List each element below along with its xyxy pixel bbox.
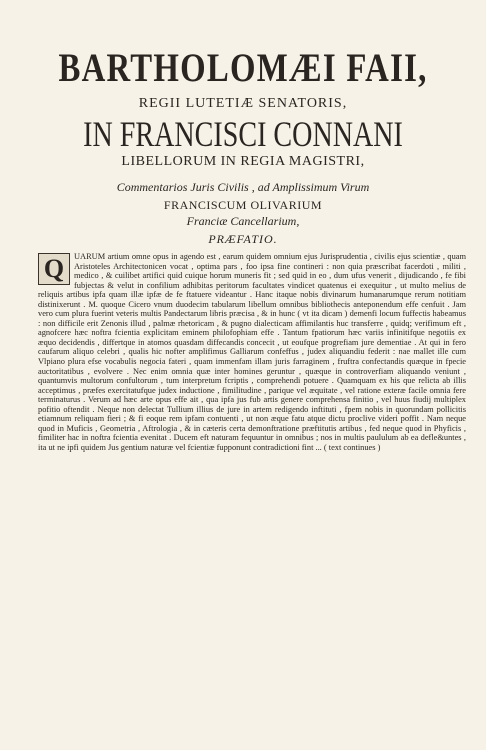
preface-text: UARUM artium omne opus in agendo est , earum quidem omnium ejus Jurisprudentia , civilis ejus scientiæ , quam Aristoteles Architectonicen vocat , optima pars , foo ipsa fine contineri : non quia præscribat facerdoti , militi , medico , & cuilibet artifici quid cuique horum muneris fit ; sed quid in eo , dum ufus venerit , dijudicando , fe fibi fubjectas & velut in confilium adhibitas peritorum facultates vindicet quatenus ei exequitur , ut multo melius de reliquis artibus ipfa quam illæ ipfæ de fe ftatuere videantur . Hanc itaque nobis divinarum humanarumque rerum notitiam distinixerunt . M. quoque Cicero vnum duodecim tabularum libellum omnibus bibliothecis anteponendum effe cenfuit . Jam vero cum plura fuerint veteris multis Pandectarum libris præcisa , & in hunc ( vt ita dicam ) demenfi locum fuffectis habeamus : non difficile erit Zenonis illud , palmæ rhetoricam , & pugno dialecticam affimilantis huc transferre , quidq; verifimum eft , agnofcere hæc noftra fcientia explicitam eminem philofophiam effe . Tantum fpatiorum hæc variis infinitifque negotiis ex æquo decidendis , differtque in atomos quasdam diffecandis concecit , ut eoufque progrefiam jure dementiae . At qui in fero caufarum aliquo celebri , qualis hic nofter amplifimus Galliarum confeffus , judex aliquandiu federit : nae mallet ille cum Vlpiano plura efse vocabulis negocia fateri , quam immenfam illam juris farraginem , fruftra confectandis quæque in fpecie auctoritatibus , evolvere . Nec enim omnia quæ inter homines geruntur , quæque in controverfiam aliquando veniunt , quantumvis multorum confultorum , tum interpretum fcriptis , comprehendi potuere . Quamquam ex his que relicta ab illis acceptimus , præfes exercitatufque judex inductione , fimilitudine , parique vel æquitate , vel ratione exteræ facile omnia fere terminaturus . Verum ad hæc arte opus effe ait , qua ipfa jus fub artis genere comprehensa finitio , vel huus fiudij multiplex pofitio oftendit . Neque non delectat Tullium illius de jure in artem redigendo inftituti , fpem nobis in quorundam pollicitis etiamnum reliquam fieri ; & fi eoque rem ipfam contuenti , ut non æque fatu atque dictu proclive videri poffit . Nam neque quod in Muficis , Geometria , Aftrologia , & in cæteris certa demonftratione præftitutis artibus , fed neque quod in Phyficis , fimiliter hac in noftra fcientia evenitat . Ducem eft naturam fequuntur in omnibus ; nos in multis paululum ab ea defle&untes , ita ut ne ipfi quidem Jus gentium naturæ vel fcientiæ fupponunt contradictioni fint ... ( text continues ) [38, 252, 466, 452]
author-heading: BARTHOLOMÆI FAII, [58, 45, 428, 90]
dedicatee-name: FRANCISCUM OLIVARIUM [163, 198, 323, 212]
decorative-initial: Q [38, 253, 70, 285]
work-description: Commentarios Juris Civilis , ad Amplissimum Virum [116, 180, 370, 194]
preface-body [38, 252, 466, 714]
work-heading: IN FRANCISCI CONNANI [83, 114, 403, 154]
section-heading: PRÆFATIO. [208, 232, 278, 246]
work-subheading: LIBELLORUM IN REGIA MAGISTRI, [121, 154, 365, 169]
author-role: REGII LUTETIÆ SENATORIS, [138, 96, 348, 111]
dedicatee-role: Franciæ Cancellarium, [186, 214, 300, 228]
